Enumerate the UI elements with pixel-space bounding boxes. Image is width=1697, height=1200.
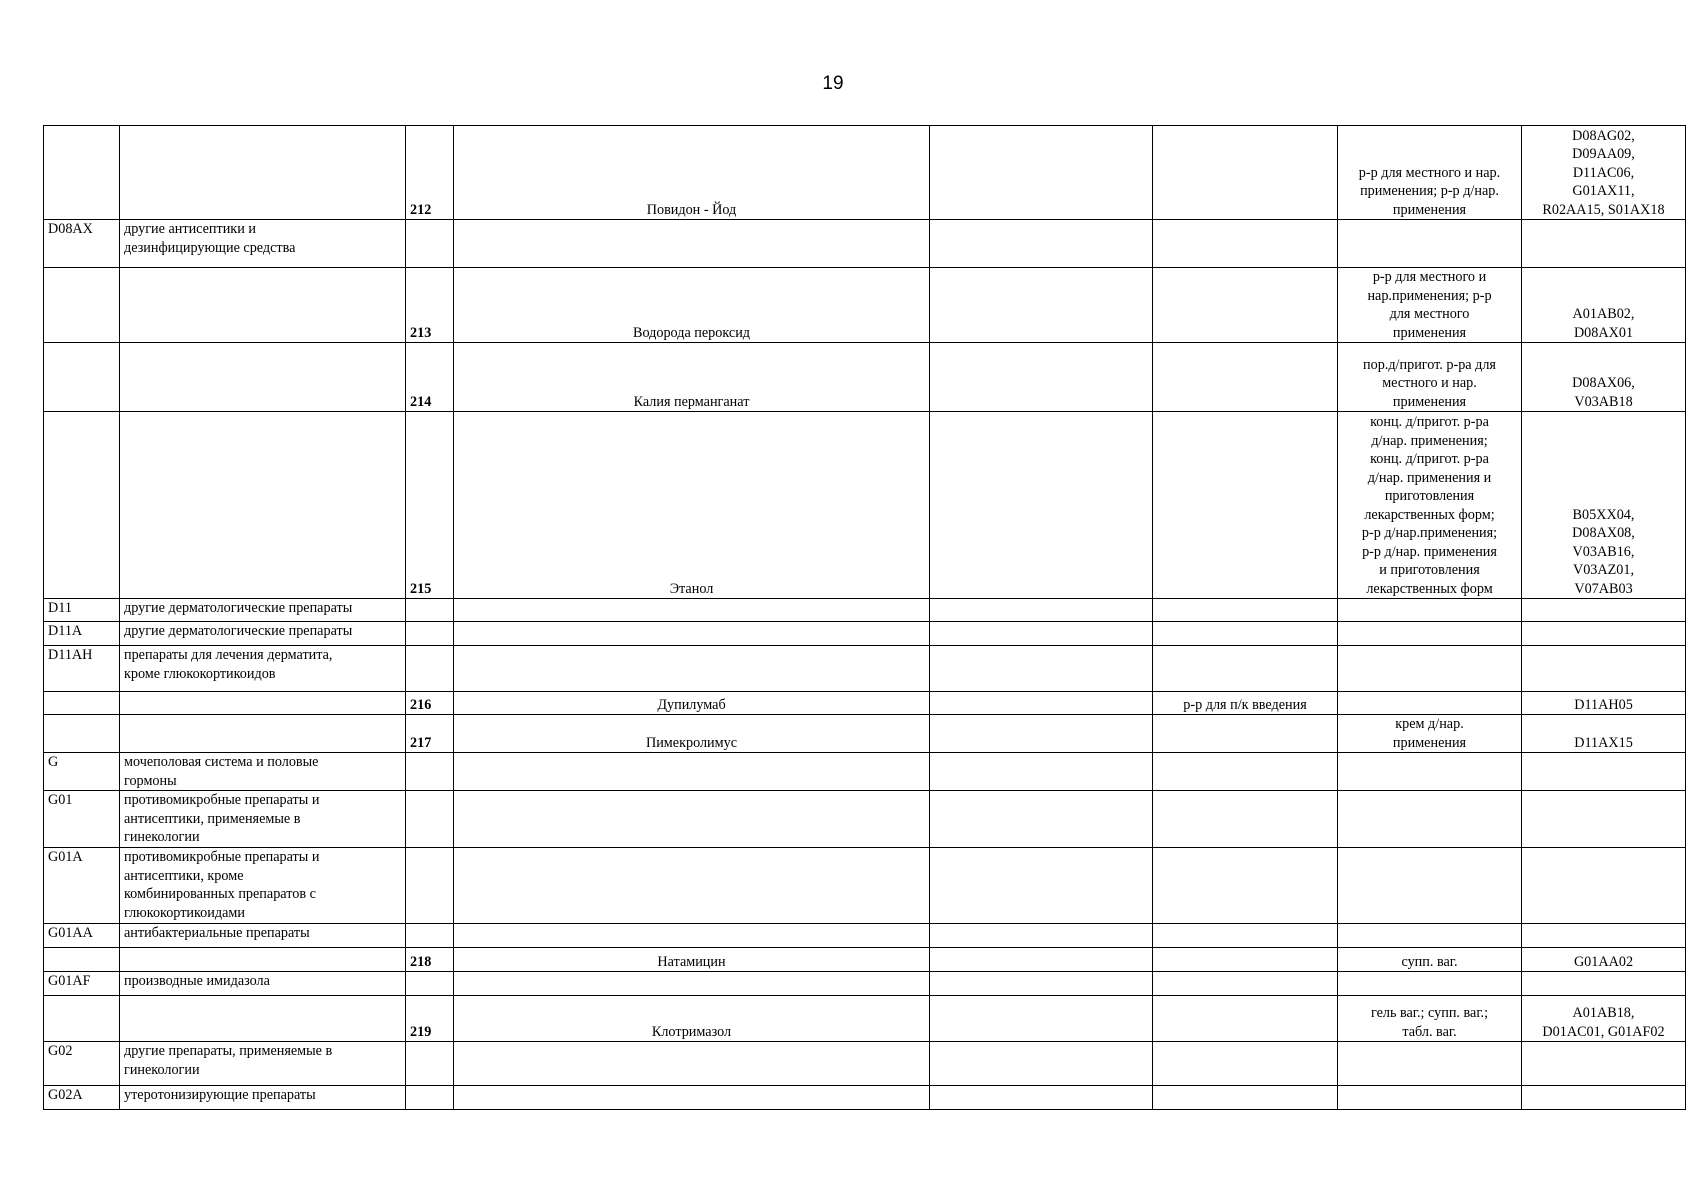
atc-group-code (44, 924, 120, 948)
empty-cell (120, 126, 406, 220)
empty-cell (930, 791, 1153, 848)
empty-cell (44, 715, 120, 753)
atc-codes-text: D08AG02, D09AA09, D11AC06, G01AX11, R02AA15, S01AX18 (1542, 127, 1665, 218)
empty-cell (1522, 1042, 1686, 1086)
empty-cell (1153, 646, 1338, 692)
atc-group-code (44, 646, 120, 692)
atc-codes (1522, 412, 1686, 599)
column-5-cell (930, 948, 1153, 972)
empty-cell (44, 948, 120, 972)
atc-codes (1522, 692, 1686, 715)
empty-cell (120, 343, 406, 412)
atc-group-code (44, 848, 120, 924)
table-body (44, 126, 1686, 1110)
empty-cell (1153, 972, 1338, 996)
atc-group-code-text: D11 (48, 600, 72, 616)
dosage-form-text: конц. д/пригот. р-ра д/нар. применения; конц. д/пригот. р-ра д/нар. применения и приготовления лекарственных форм; р-р д/нар.применения; р-р д/нар. применения и приготовления лекарственных форм (1361, 414, 1498, 597)
empty-cell (406, 924, 454, 948)
column-6-cell (1153, 692, 1338, 715)
empty-cell (454, 599, 930, 622)
atc-group-description-text: другие антисептики и дезинфицирующие средства (124, 221, 296, 256)
atc-group-code-text: G01A (48, 849, 83, 865)
drug-name (454, 996, 930, 1042)
drug-number (406, 268, 454, 343)
empty-cell (1153, 1086, 1338, 1110)
drug-number-text: 215 (410, 580, 432, 597)
empty-cell (44, 996, 120, 1042)
empty-cell (406, 1042, 454, 1086)
column-6-cell (1153, 343, 1338, 412)
drug-number (406, 692, 454, 715)
empty-cell (1522, 791, 1686, 848)
empty-cell (454, 1042, 930, 1086)
dosage-form-text: р-р для местного и нар.применения; р-р для местного применения (1367, 269, 1492, 341)
empty-cell (930, 646, 1153, 692)
column-6-cell (1153, 412, 1338, 599)
atc-group-description (120, 646, 406, 692)
atc-codes-text: A01AB02, D08AX01 (1572, 306, 1635, 341)
empty-cell (930, 599, 1153, 622)
dosage-form (1338, 692, 1522, 715)
atc-codes (1522, 715, 1686, 753)
drug-number-text: 213 (410, 324, 432, 341)
empty-cell (406, 753, 454, 791)
atc-group-description-text: мочеполовая система и половые гормоны (124, 754, 319, 789)
empty-cell (406, 646, 454, 692)
empty-cell (454, 791, 930, 848)
empty-cell (1522, 972, 1686, 996)
group-row (44, 972, 1686, 996)
empty-cell (1338, 599, 1522, 622)
empty-cell (1338, 1086, 1522, 1110)
drug-number (406, 948, 454, 972)
empty-cell (1522, 753, 1686, 791)
empty-cell (1153, 924, 1338, 948)
atc-codes-text: D11AX15 (1574, 734, 1633, 751)
empty-cell (1338, 924, 1522, 948)
atc-codes-text: D08AX06, V03AB18 (1572, 375, 1635, 410)
group-row (44, 1086, 1686, 1110)
drug-number (406, 715, 454, 753)
empty-cell (454, 753, 930, 791)
atc-group-description (120, 220, 406, 268)
empty-cell (930, 848, 1153, 924)
drug-name-text: Этанол (669, 580, 714, 597)
atc-group-code-text: D11AH (48, 647, 93, 663)
atc-codes-text: B05XX04, D08AX08, V03AB16, V03AZ01, V07AB03 (1572, 506, 1635, 597)
atc-group-description (120, 1086, 406, 1110)
drug-name (454, 268, 930, 343)
empty-cell (44, 126, 120, 220)
column-5-cell (930, 126, 1153, 220)
drug-row (44, 268, 1686, 343)
empty-cell (454, 972, 930, 996)
drug-number-text: 212 (410, 201, 432, 218)
atc-codes (1522, 268, 1686, 343)
atc-group-code (44, 753, 120, 791)
atc-codes-text: A01AB18, D01AC01, G01AF02 (1542, 1005, 1665, 1040)
dosage-form-text: гель ваг.; супп. ваг.; табл. ваг. (1370, 1005, 1489, 1040)
atc-group-description (120, 622, 406, 646)
drug-name-text: Калия перманганат (633, 393, 750, 410)
empty-cell (44, 268, 120, 343)
atc-group-code-text: D08AX (48, 221, 93, 237)
column-6-cell (1153, 715, 1338, 753)
empty-cell (44, 692, 120, 715)
drug-name-text: Водорода пероксид (632, 324, 751, 341)
drug-number (406, 343, 454, 412)
empty-cell (930, 972, 1153, 996)
column-5-cell (930, 412, 1153, 599)
empty-cell (454, 924, 930, 948)
empty-cell (1338, 1042, 1522, 1086)
column-6-cell (1153, 268, 1338, 343)
column-5-cell (930, 343, 1153, 412)
drug-name (454, 948, 930, 972)
atc-group-description-text: препараты для лечения дерматита, кроме глюкокортикоидов (124, 647, 333, 682)
atc-group-description (120, 753, 406, 791)
drug-row (44, 715, 1686, 753)
empty-cell (1153, 848, 1338, 924)
dosage-form (1338, 996, 1522, 1042)
drug-name (454, 343, 930, 412)
empty-cell (406, 220, 454, 268)
drug-number (406, 126, 454, 220)
empty-cell (930, 753, 1153, 791)
atc-group-description (120, 599, 406, 622)
empty-cell (1153, 220, 1338, 268)
empty-cell (1522, 220, 1686, 268)
empty-cell (454, 1086, 930, 1110)
empty-cell (930, 924, 1153, 948)
empty-cell (406, 972, 454, 996)
drug-number-text: 217 (410, 734, 432, 751)
empty-cell (120, 268, 406, 343)
column-6-cell (1153, 996, 1338, 1042)
atc-codes-text: G01AA02 (1573, 953, 1634, 970)
atc-group-description (120, 848, 406, 924)
empty-cell (120, 412, 406, 599)
atc-codes (1522, 948, 1686, 972)
empty-cell (120, 948, 406, 972)
drug-number-text: 219 (410, 1023, 432, 1040)
empty-cell (930, 1086, 1153, 1110)
empty-cell (406, 791, 454, 848)
group-row (44, 848, 1686, 924)
empty-cell (406, 622, 454, 646)
empty-cell (120, 692, 406, 715)
column-5-cell (930, 692, 1153, 715)
group-row (44, 753, 1686, 791)
atc-group-description-text: другие препараты, применяемые в гинекологии (124, 1043, 333, 1078)
column-5-cell (930, 996, 1153, 1042)
empty-cell (454, 646, 930, 692)
empty-cell (1338, 622, 1522, 646)
empty-cell (1153, 622, 1338, 646)
empty-cell (406, 848, 454, 924)
atc-group-code (44, 1086, 120, 1110)
group-row (44, 924, 1686, 948)
drug-register-table (43, 125, 1686, 1110)
drug-number (406, 412, 454, 599)
drug-row (44, 948, 1686, 972)
atc-group-description-text: противомикробные препараты и антисептики, применяемые в гинекологии (124, 792, 320, 845)
column-5-cell (930, 715, 1153, 753)
group-row (44, 646, 1686, 692)
atc-group-code (44, 599, 120, 622)
empty-cell (930, 220, 1153, 268)
empty-cell (120, 996, 406, 1042)
drug-number-text: 216 (410, 696, 432, 713)
empty-cell (454, 220, 930, 268)
atc-codes (1522, 343, 1686, 412)
atc-group-code (44, 791, 120, 848)
empty-cell (1522, 646, 1686, 692)
drug-name-text: Клотримазол (651, 1023, 732, 1040)
column-6-cell-text: р-р для п/к введения (1183, 696, 1307, 713)
drug-number (406, 996, 454, 1042)
empty-cell (1338, 753, 1522, 791)
drug-row (44, 343, 1686, 412)
empty-cell (120, 715, 406, 753)
atc-group-description (120, 791, 406, 848)
atc-group-code-text: G02 (48, 1043, 73, 1059)
dosage-form (1338, 412, 1522, 599)
empty-cell (454, 848, 930, 924)
column-5-cell (930, 268, 1153, 343)
empty-cell (1522, 1086, 1686, 1110)
column-6-cell (1153, 126, 1338, 220)
atc-group-description-text: производные имидазола (124, 973, 270, 989)
atc-group-description (120, 1042, 406, 1086)
drug-number-text: 214 (410, 393, 432, 410)
drug-row (44, 412, 1686, 599)
drug-name (454, 126, 930, 220)
drug-name-text: Натамицин (657, 953, 726, 970)
group-row (44, 599, 1686, 622)
atc-codes-text: D11AH05 (1574, 696, 1633, 713)
atc-group-code-text: G01AF (48, 973, 91, 989)
dosage-form (1338, 948, 1522, 972)
atc-codes (1522, 126, 1686, 220)
drug-row (44, 692, 1686, 715)
drug-number-text: 218 (410, 953, 432, 970)
empty-cell (44, 343, 120, 412)
empty-cell (1338, 220, 1522, 268)
empty-cell (1153, 791, 1338, 848)
empty-cell (930, 1042, 1153, 1086)
empty-cell (1522, 924, 1686, 948)
empty-cell (454, 622, 930, 646)
dosage-form-text: крем д/нар. применения (1392, 716, 1467, 751)
atc-group-description-text: антибактериальные препараты (124, 925, 310, 941)
atc-group-code-text: G01 (48, 792, 73, 808)
dosage-form (1338, 343, 1522, 412)
empty-cell (1522, 848, 1686, 924)
empty-cell (44, 412, 120, 599)
group-row (44, 220, 1686, 268)
atc-group-description (120, 972, 406, 996)
drug-name-text: Повидон - Йод (646, 201, 737, 218)
atc-group-code (44, 1042, 120, 1086)
atc-group-code-text: G (48, 754, 59, 770)
empty-cell (1338, 972, 1522, 996)
atc-group-code-text: G02A (48, 1087, 83, 1103)
empty-cell (1153, 753, 1338, 791)
group-row (44, 791, 1686, 848)
atc-group-code-text: D11A (48, 623, 83, 639)
dosage-form (1338, 268, 1522, 343)
atc-group-code (44, 220, 120, 268)
empty-cell (1522, 622, 1686, 646)
dosage-form (1338, 126, 1522, 220)
empty-cell (406, 599, 454, 622)
empty-cell (406, 1086, 454, 1110)
empty-cell (1153, 599, 1338, 622)
atc-group-code (44, 972, 120, 996)
drug-name (454, 715, 930, 753)
group-row (44, 622, 1686, 646)
atc-codes (1522, 996, 1686, 1042)
dosage-form-text: супп. ваг. (1401, 953, 1458, 970)
empty-cell (1338, 791, 1522, 848)
page-number: 19 (822, 73, 844, 94)
dosage-form-text: р-р для местного и нар. применения; р-р д/нар. применения (1358, 164, 1501, 218)
atc-group-description-text: противомикробные препараты и антисептики, кроме комбинированных препаратов с глюкокортикоидами (124, 849, 320, 921)
drug-name (454, 692, 930, 715)
empty-cell (1153, 1042, 1338, 1086)
column-6-cell (1153, 948, 1338, 972)
atc-group-code-text: G01AA (48, 925, 93, 941)
dosage-form (1338, 715, 1522, 753)
empty-cell (1522, 599, 1686, 622)
empty-cell (1338, 646, 1522, 692)
drug-row (44, 996, 1686, 1042)
drug-name-text: Пимекролимус (645, 734, 738, 751)
drug-row (44, 126, 1686, 220)
group-row (44, 1042, 1686, 1086)
atc-group-description-text: другие дерматологические препараты (124, 623, 353, 639)
atc-group-description (120, 924, 406, 948)
empty-cell (930, 622, 1153, 646)
atc-group-code (44, 622, 120, 646)
drug-name (454, 412, 930, 599)
drug-name-text: Дупилумаб (657, 696, 726, 713)
atc-group-description-text: другие дерматологические препараты (124, 600, 353, 616)
atc-group-description-text: утеротонизирующие препараты (124, 1087, 316, 1103)
empty-cell (1338, 848, 1522, 924)
dosage-form-text: пор.д/пригот. р-ра для местного и нар. применения (1363, 356, 1496, 410)
